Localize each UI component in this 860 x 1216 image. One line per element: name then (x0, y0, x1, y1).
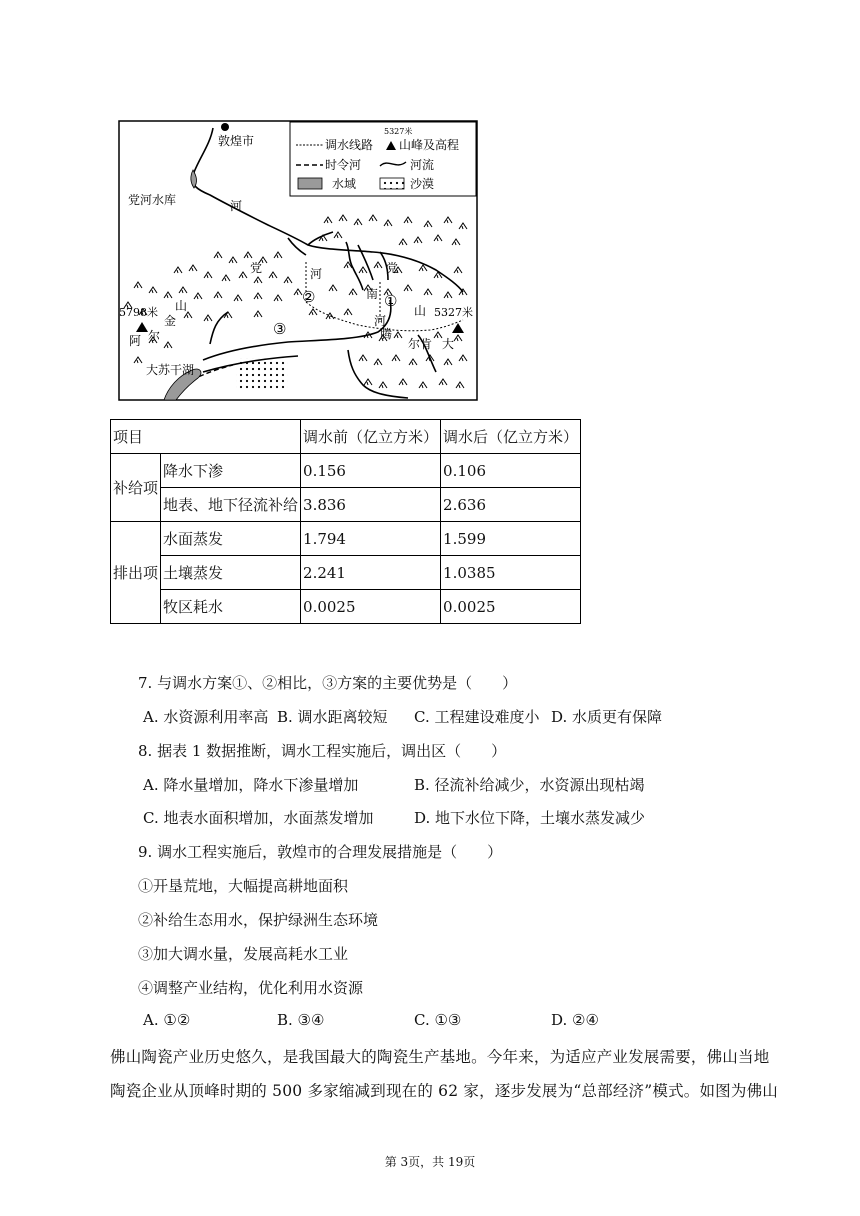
legend-peak-label: 山峰及高程 (399, 138, 460, 152)
q7-option-b[interactable]: B. 调水距离较短 (277, 708, 388, 726)
label-river-he: 河 (230, 199, 243, 213)
label-teng: 腾 (380, 327, 393, 341)
label-lake: 大苏干湖 (146, 363, 195, 377)
q8-option-d[interactable]: D. 地下水位下降，土壤水蒸发减少 (414, 809, 646, 827)
table-header-cell: 调水后（亿立方米） (441, 420, 581, 454)
q7-option-d[interactable]: D. 水质更有保障 (551, 708, 663, 726)
table-cell: 2.636 (441, 488, 581, 522)
table-header-cell: 项目 (111, 420, 301, 454)
q8-option-b[interactable]: B. 径流补给减少，水资源出现枯竭 (414, 776, 645, 794)
table-cell: 0.106 (441, 454, 581, 488)
table-row (111, 590, 581, 624)
q9-item-3: ③加大调水量，发展高耗水工业 (138, 945, 349, 963)
q8-option-a[interactable]: A. 降水量增加，降水下渗量增加 (143, 776, 359, 794)
table-cell: 地表、地下径流补给 (161, 488, 301, 522)
q9-item-1: ①开垦荒地，大幅提高耕地面积 (138, 877, 349, 895)
q9-item-4: ④调整产业结构，优化利用水资源 (138, 979, 364, 997)
legend-water-icon (298, 178, 322, 189)
table-cell: 牧区耗水 (161, 590, 301, 624)
label-ken: 肯 (420, 337, 433, 351)
label-er-left: 尔 (148, 329, 161, 343)
label-er-right: 尔 (408, 337, 421, 351)
q7-option-c[interactable]: C. 工程建设难度小 (414, 708, 540, 726)
table-cell: 0.156 (301, 454, 441, 488)
label-he3: 河 (374, 314, 387, 328)
table-cell: 3.836 (301, 488, 441, 522)
table-cell: 2.241 (301, 556, 441, 590)
q9-option-d[interactable]: D. ②④ (551, 1011, 599, 1029)
q9-item-2: ②补给生态用水，保护绿洲生态环境 (138, 911, 379, 929)
table-header-cell: 调水前（亿立方米） (301, 420, 441, 454)
label-peak-left: 5798米 (119, 306, 158, 319)
city-marker (221, 123, 229, 131)
label-peak-right: 5327米 (434, 306, 473, 319)
label-shan-left: 山 (175, 299, 188, 313)
label-a: 阿 (129, 334, 142, 348)
table-cell: 土壤蒸发 (161, 556, 301, 590)
table-cell: 水面蒸发 (161, 522, 301, 556)
table-header-row (111, 420, 581, 454)
label-he2: 河 (310, 267, 323, 281)
label-reservoir: 党河水库 (128, 193, 177, 207)
q9-option-a[interactable]: A. ①② (143, 1011, 191, 1029)
legend-route-label: 调水线路 (325, 138, 374, 152)
legend-seasonal-label: 时令河 (325, 158, 362, 172)
desert-area (236, 358, 288, 390)
label-dang2: 党 (386, 261, 399, 275)
table-row (111, 522, 581, 556)
passage-line-2: 陶瓷企业从顶峰时期的 500 多家缩减到现在的 62 家，逐步发展为“总部经济”模式。如图为佛山 (110, 1082, 778, 1100)
table-cell: 0.0025 (441, 590, 581, 624)
table-row (111, 454, 581, 488)
label-da: 大 (442, 337, 455, 351)
page-footer: 第 3页，共 19页 (384, 1155, 476, 1169)
table-cell: 降水下渗 (161, 454, 301, 488)
table-row (111, 488, 581, 522)
legend (290, 122, 476, 196)
q8-stem: 8. 据表 1 数据推断，调水工程实施后，调出区（ ） (138, 742, 507, 760)
label-dang1: 党 (250, 261, 263, 275)
label-city: 敦煌市 (218, 134, 255, 148)
legend-river-label: 河流 (410, 158, 435, 172)
label-route2: ② (302, 288, 316, 306)
q7-option-a[interactable]: A. 水资源利用率高 (143, 708, 269, 726)
table-cell: 1.794 (301, 522, 441, 556)
table-cell: 1.0385 (441, 556, 581, 590)
q9-option-c[interactable]: C. ①③ (414, 1011, 462, 1029)
table-cell: 1.599 (441, 522, 581, 556)
q8-option-c[interactable]: C. 地表水面积增加，水面蒸发增加 (143, 809, 374, 827)
legend-desert-label: 沙漠 (410, 177, 435, 191)
legend-peak-sample: 5327米 (384, 127, 413, 136)
map-svg (118, 120, 478, 401)
q9-option-b[interactable]: B. ③④ (277, 1011, 325, 1029)
label-route1: ① (384, 292, 398, 310)
table-cell: 0.0025 (301, 590, 441, 624)
map-figure (118, 120, 478, 401)
q9-stem: 9. 调水工程实施后，敦煌市的合理发展措施是（ ） (138, 843, 503, 861)
label-shan-right: 山 (414, 304, 427, 318)
table-row (111, 556, 581, 590)
table-group-cell: 补给项 (111, 454, 161, 522)
legend-water-label: 水域 (332, 177, 357, 191)
q7-stem: 7. 与调水方案①、②相比，③方案的主要优势是（ ） (138, 674, 518, 692)
label-jin: 金 (164, 314, 177, 328)
water-balance-table (110, 419, 581, 624)
table-group-cell: 排出项 (111, 522, 161, 624)
label-nan: 南 (366, 287, 379, 301)
legend-desert-icon (380, 178, 404, 189)
label-route3: ③ (273, 320, 287, 338)
passage-line-1: 佛山陶瓷产业历史悠久，是我国最大的陶瓷生产基地。今年来，为适应产业发展需要，佛山当地 (110, 1048, 770, 1066)
